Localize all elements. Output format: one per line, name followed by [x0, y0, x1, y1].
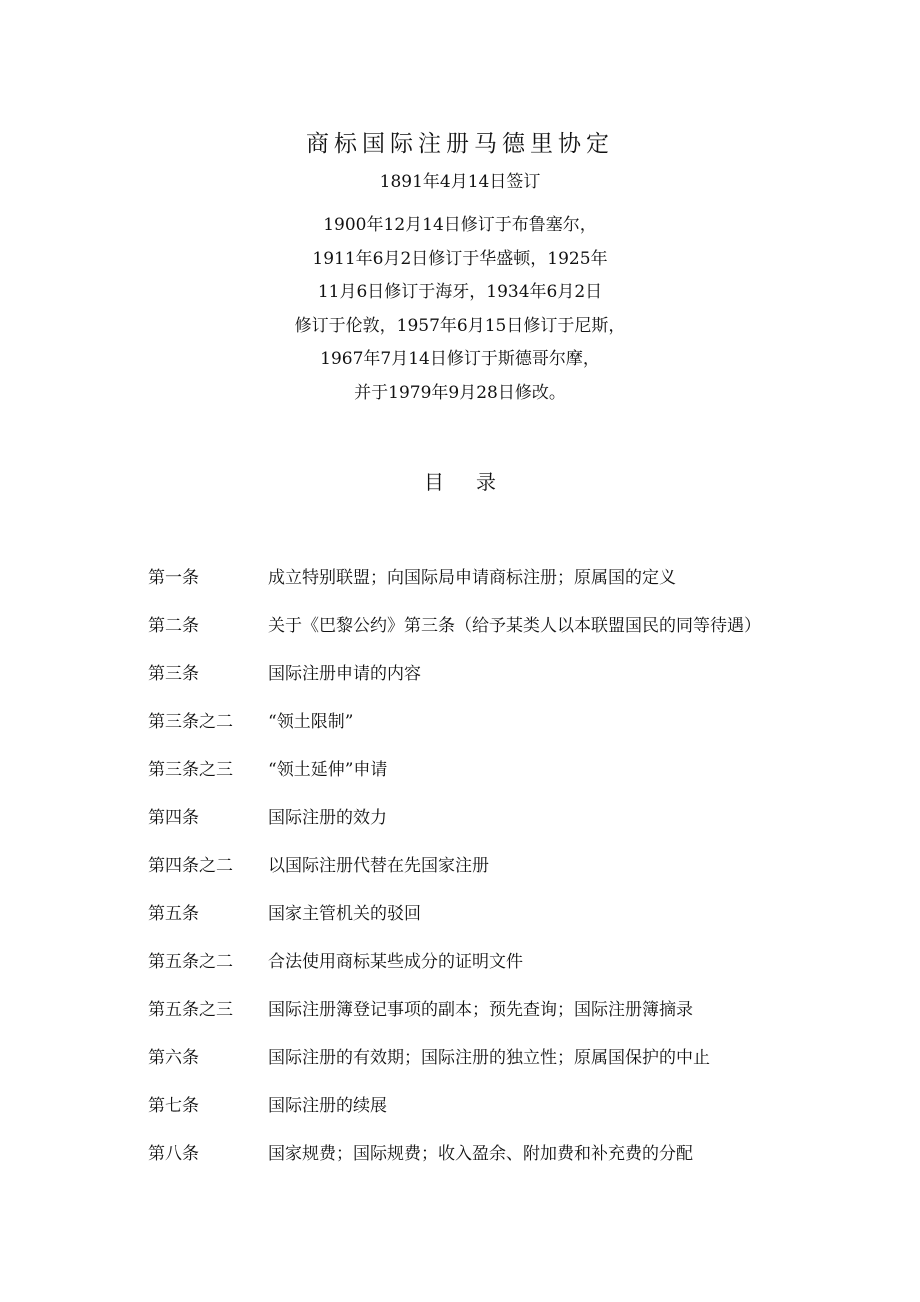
toc-entry — [148, 854, 868, 902]
toc-article-title: 国家主管机关的驳回 — [268, 904, 421, 924]
toc-article-title: 国际注册簿登记事项的副本；预先查询；国际注册簿摘录 — [268, 1000, 693, 1020]
toc-article-title: 关于《巴黎公约》第三条（给予某类人以本联盟国民的同等待遇） — [268, 616, 761, 636]
revision-line: 1967年7月14日修订于斯德哥尔摩， — [320, 349, 600, 369]
revision-line: 并于1979年9月28日修改。 — [354, 382, 566, 403]
table-of-contents — [148, 566, 868, 1190]
toc-entry — [148, 710, 868, 758]
document-title: 商标国际注册马德里协定 — [306, 131, 614, 158]
toc-article-number: 第五条 — [148, 904, 199, 924]
toc-heading: 目录 — [424, 470, 528, 494]
toc-article-number: 第二条 — [148, 616, 199, 636]
toc-article-number: 第四条 — [148, 808, 199, 828]
toc-article-title: 国家规费；国际规费；收入盈余、附加费和补充费的分配 — [268, 1144, 693, 1164]
toc-entry — [148, 806, 868, 854]
toc-entry — [148, 662, 868, 710]
toc-article-number: 第五条之二 — [148, 952, 233, 972]
revision-line: 1900年12月14日修订于布鲁塞尔， — [323, 215, 597, 235]
toc-article-number: 第三条之三 — [148, 760, 233, 780]
toc-article-title: 国际注册的续展 — [268, 1096, 387, 1116]
revision-history — [0, 209, 920, 410]
toc-article-number: 第一条 — [148, 568, 199, 588]
revision-line: 修订于伦敦，1957年6月15日修订于尼斯， — [294, 315, 626, 336]
toc-article-title: “领土限制” — [268, 712, 354, 732]
toc-entry — [148, 614, 868, 662]
toc-article-title: 国际注册的效力 — [268, 808, 387, 828]
toc-entry — [148, 1094, 868, 1142]
toc-entry — [148, 998, 868, 1046]
toc-article-title: 以国际注册代替在先国家注册 — [268, 856, 489, 876]
toc-article-number: 第四条之二 — [148, 856, 233, 876]
toc-article-number: 第三条之二 — [148, 712, 233, 732]
toc-entry — [148, 1046, 868, 1094]
revision-line: 11月6日修订于海牙，1934年6月2日 — [317, 282, 603, 302]
toc-article-number: 第八条 — [148, 1144, 199, 1164]
toc-entry — [148, 902, 868, 950]
toc-article-title: “领土延伸”申请 — [268, 760, 388, 780]
toc-article-number: 第五条之三 — [148, 1000, 233, 1020]
toc-article-number: 第三条 — [148, 664, 199, 684]
revision-line: 1911年6月2日修订于华盛顿，1925年 — [312, 248, 608, 269]
toc-entry — [148, 1142, 868, 1190]
toc-article-title: 国际注册的有效期；国际注册的独立性；原属国保护的中止 — [268, 1048, 710, 1068]
toc-entry — [148, 758, 868, 806]
toc-article-title: 成立特别联盟；向国际局申请商标注册；原属国的定义 — [268, 568, 676, 588]
signing-date: 1891年4月14日签订 — [379, 172, 541, 192]
toc-article-title: 国际注册申请的内容 — [268, 664, 421, 684]
toc-article-number: 第七条 — [148, 1096, 199, 1116]
toc-entry — [148, 950, 868, 998]
toc-article-title: 合法使用商标某些成分的证明文件 — [268, 952, 523, 972]
toc-article-number: 第六条 — [148, 1048, 199, 1068]
toc-entry — [148, 566, 868, 614]
